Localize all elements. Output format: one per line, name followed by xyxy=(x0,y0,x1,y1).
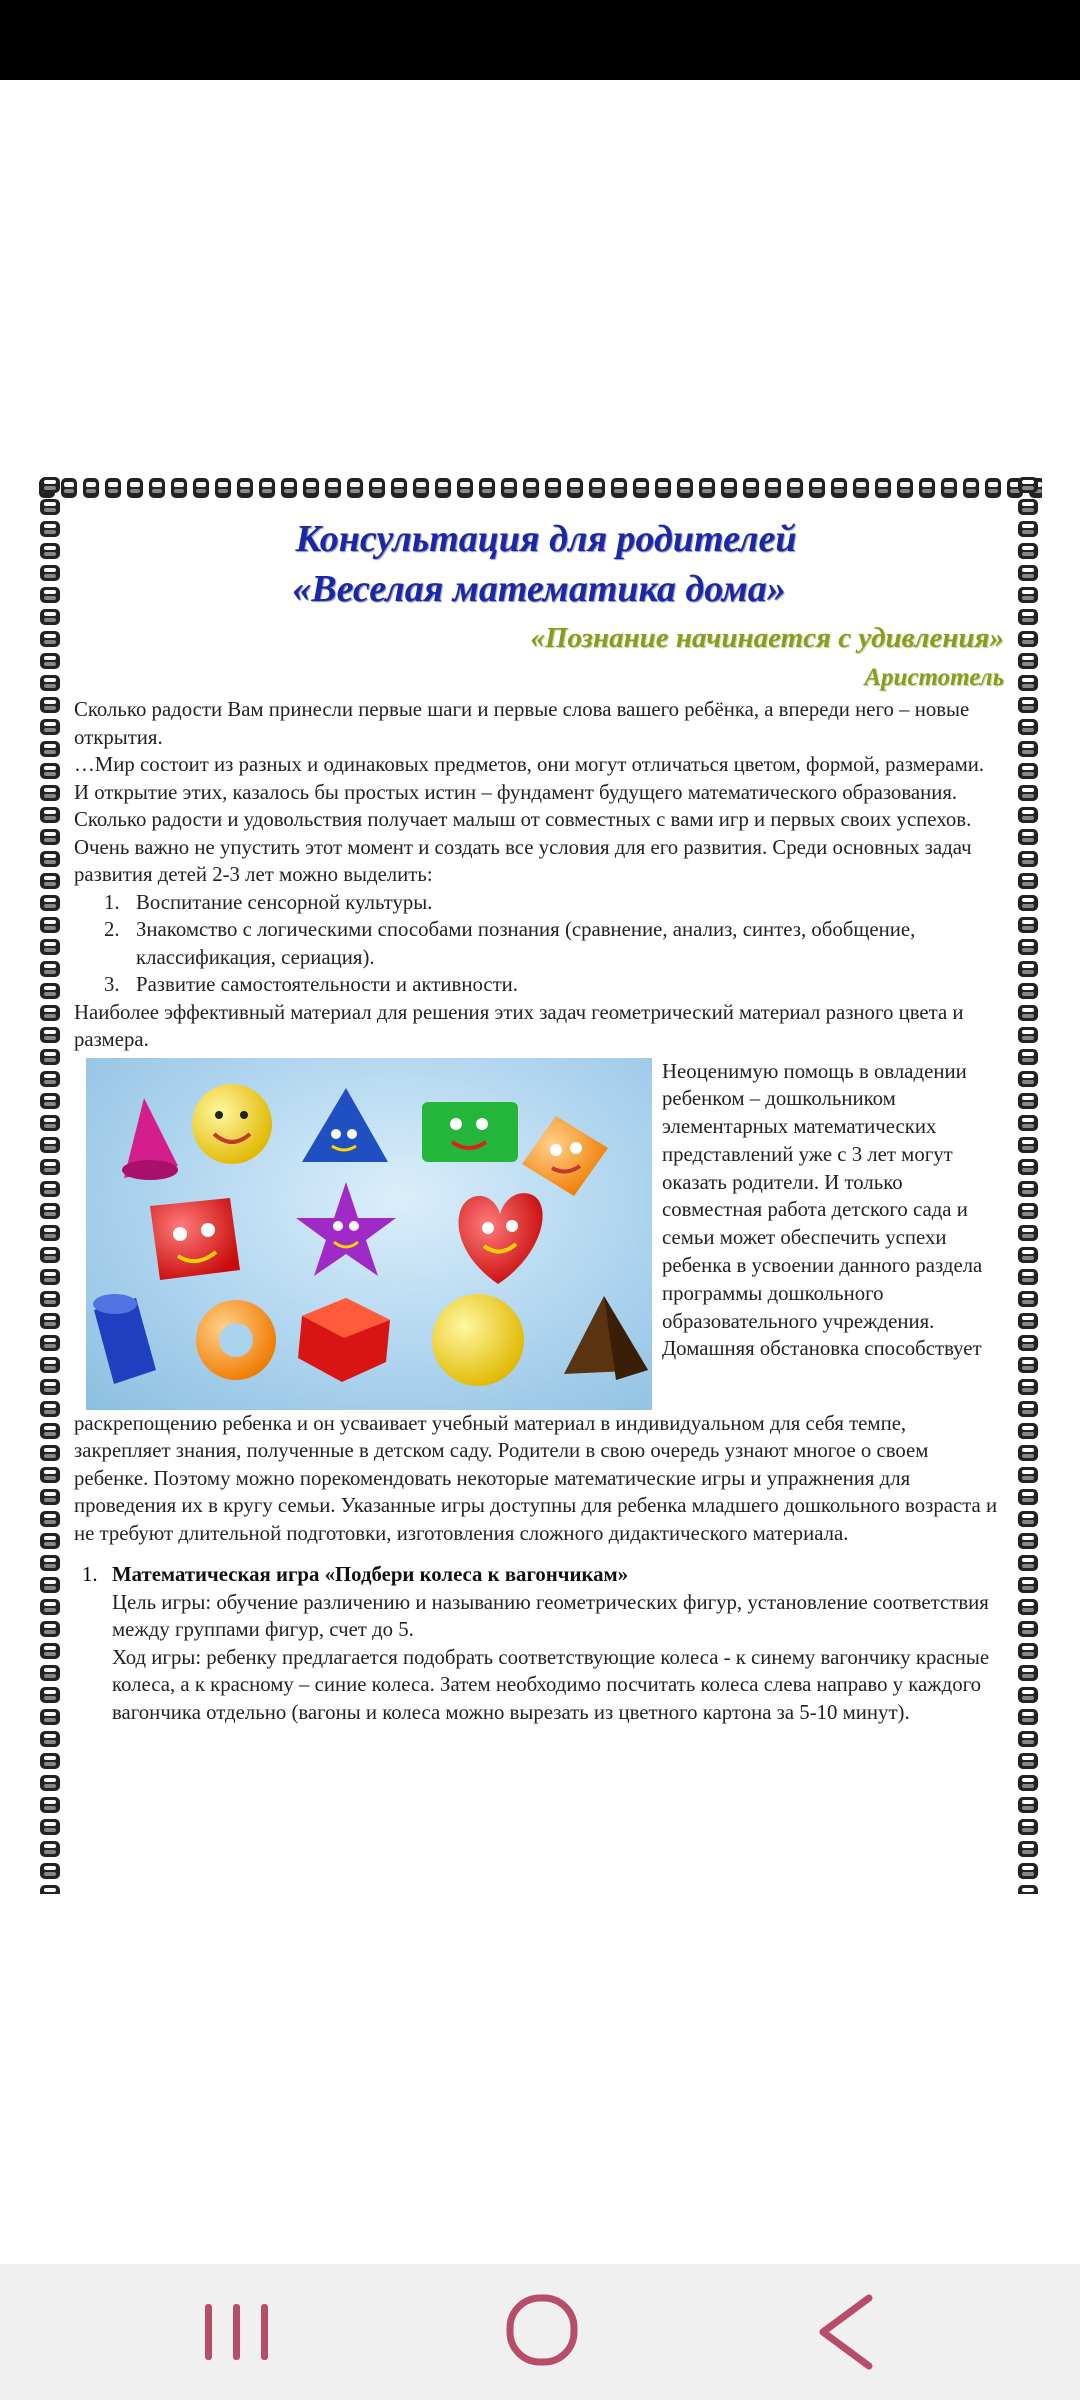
list-item: 1. Математическая игра «Подбери колеса к вагончикам» Цель игры: обучение различению и называнию геометрических фигур, установление соответствия между группами фигур, счет до 5. Ход игры: ребенку предлагается подобрать соответствующие колеса - к синему вагончику красные колеса, а к красному – синие колеса. Затем необходимо посчитать колеса слева направо у каждого вагончика отдельно (вагоны и колеса можно вырезать из цветного картона за 5-10 минут). xyxy=(74,1561,1004,1726)
epigraph-author: Аристотель xyxy=(864,664,1004,691)
document-title-line2: «Веселая математика дома» xyxy=(292,568,786,610)
list-item: 1. Воспитание сенсорной культуры. xyxy=(104,890,433,914)
list-item: 3. Развитие самостоятельности и активности. xyxy=(104,973,519,996)
back-icon xyxy=(785,2284,905,2380)
status-bar xyxy=(0,0,1080,80)
list-item: 2. Знакомство с логическими способами познания (сравнение, анализ, синтез, обобщение, классификация, сериация). xyxy=(104,918,916,969)
recent-apps-icon xyxy=(177,2284,297,2380)
document-page xyxy=(36,474,1042,1894)
back-button[interactable] xyxy=(785,2284,905,2380)
recent-apps-button[interactable] xyxy=(177,2284,297,2380)
home-icon xyxy=(482,2284,602,2380)
document-content xyxy=(74,514,1004,1726)
game-title: Математическая игра «Подбери колеса к вагончикам» xyxy=(112,1563,629,1586)
figure-row xyxy=(74,1058,1004,1436)
paragraph-world: …Мир состоит из разных и одинаковых предметов, они могут отличаться цветом, формой, размерами. И открытие этих, казалось бы простых истин – фундамент будущего математического образования. Сколько радости и удовольствия получает малыш от совместных с вами игр и первых своих успехов. Очень важно не упустить этот момент и создать все условия для его развития. Среди основных задач развития детей 2-3 лет можно выделить: xyxy=(74,753,985,886)
tasks-list xyxy=(74,889,1004,999)
paragraph-family: раскрепощению ребенка и он усваивает учебный материал в индивидуальном для себя темпе, закрепляет знания, полученные в детском саду. Родители в свою очередь узнают многое о своем ребенке. Поэтому можно порекомендовать некоторые математические игры и упражнения для проведения их в кругу семьи. Указанные игры доступны для ребенка младшего дошкольного возраста и не требуют длительной подготовки, изготовления сложного дидактического материала. xyxy=(74,1411,998,1545)
intro-paragraph: Сколько радости Вам принесли первые шаги и первые слова вашего ребёнка, а впереди него – новые открытия. xyxy=(74,698,970,749)
epigraph: «Познание начинается с удивления» xyxy=(530,622,1004,654)
navigation-bar xyxy=(0,2264,1080,2400)
decorative-border-top xyxy=(36,474,1042,502)
game-procedure: Ход игры: ребенку предлагается подобрать соответствующие колеса - к синему вагончику красные колеса, а к красному – синие колеса. Затем необходимо посчитать колеса слева направо у каждого вагончика отдельно (вагоны и колеса можно вырезать из цветного картона за 5-10 минут). xyxy=(112,1645,990,1724)
decorative-border-left xyxy=(36,474,64,1894)
geometric-shapes-image xyxy=(86,1058,652,1410)
document-title-line1: Консультация для родителей xyxy=(295,518,797,560)
decorative-border-right xyxy=(1014,474,1042,1894)
side-paragraph: Неоценимую помощь в овладении ребенком – дошкольником элементарных математических представлений уже с 3 лет могут оказать родители. И только совместная работа детского сада и семьи может обеспечить успехи ребенка в усвоении данного раздела программы дошкольного образовательного учреждения. Домашняя обстановка способствует xyxy=(662,1059,983,1361)
game-goal: Цель игры: обучение различению и называнию геометрических фигур, установление соответствия между группами фигур, счет до 5. xyxy=(112,1590,989,1641)
games-list xyxy=(74,1561,1004,1726)
paragraph-material: Наиболее эффективный материал для решения этих задач геометрический материал разного цвета и размера. xyxy=(74,1000,964,1051)
home-button[interactable] xyxy=(482,2284,602,2380)
